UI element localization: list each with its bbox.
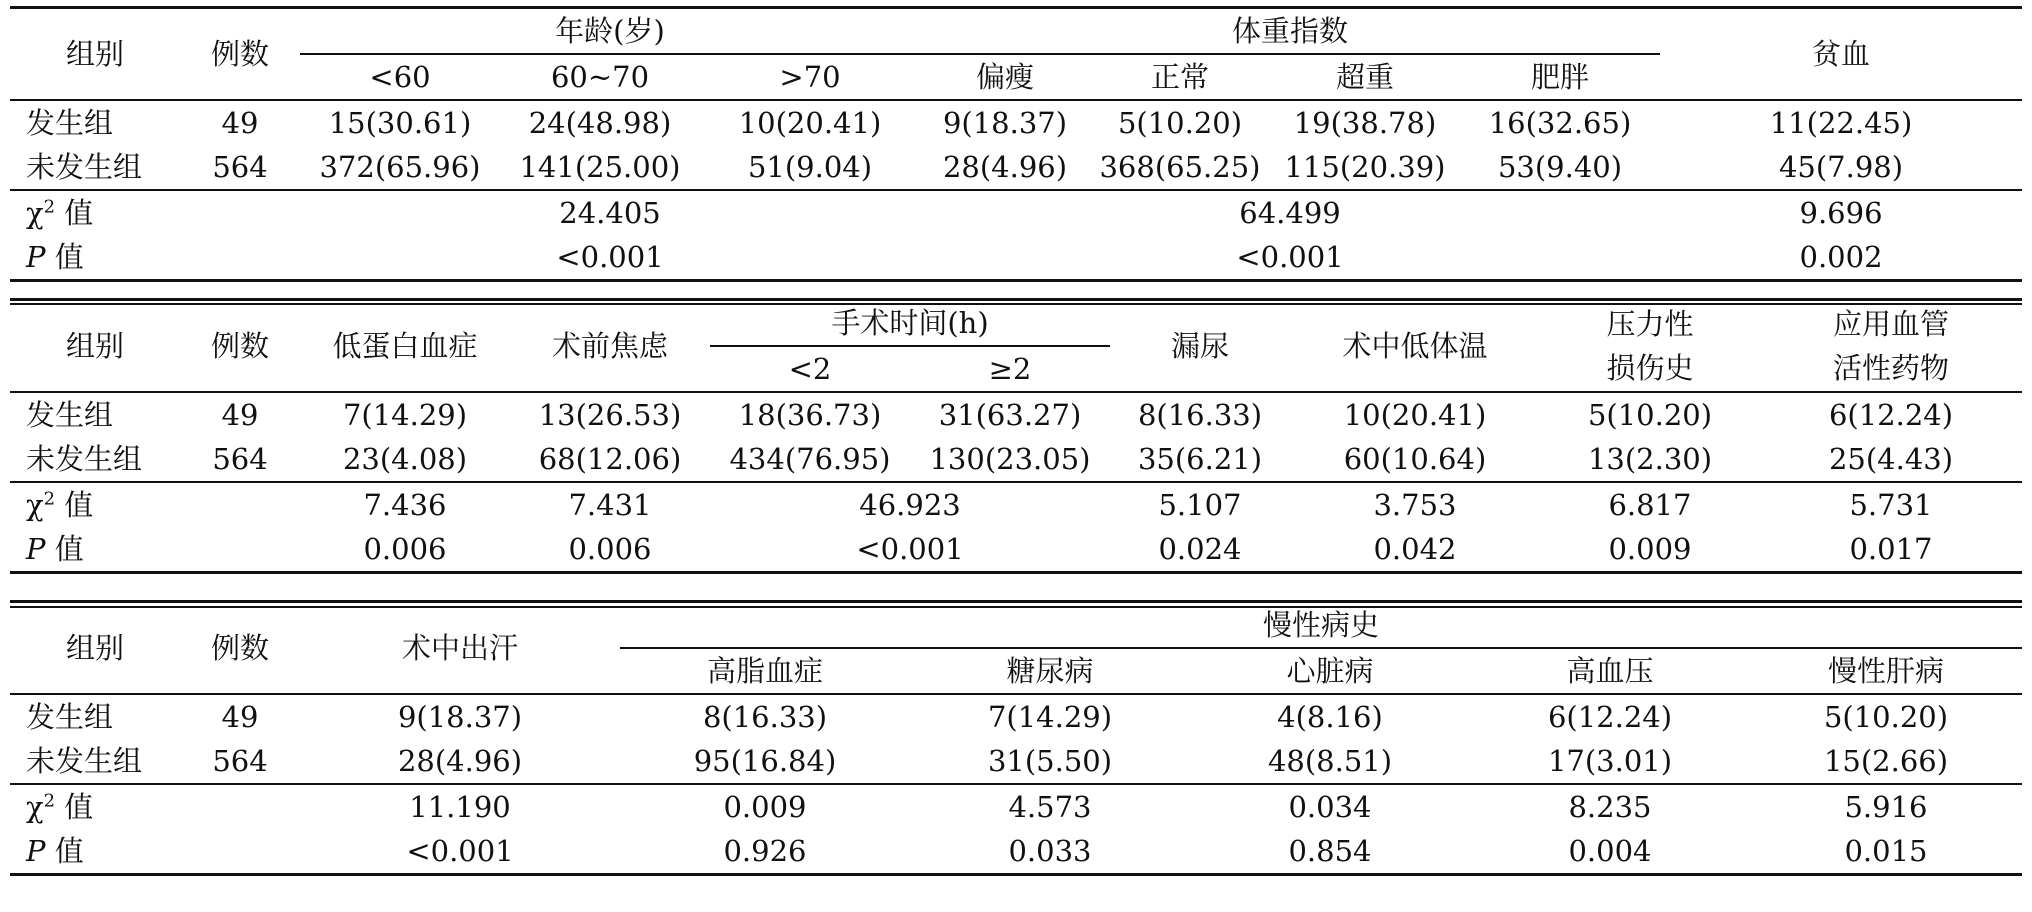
header-sweating: 术中出汗 — [300, 602, 620, 695]
p-value: 0.854 — [1190, 829, 1470, 875]
header-age-lt60: <60 — [369, 60, 431, 94]
cell: 13(26.53) — [510, 392, 710, 437]
cell: 68(12.06) — [538, 442, 682, 476]
row-label: 发生组 — [10, 392, 180, 437]
header-row-1 — [10, 8, 2022, 55]
cell: 8(16.33) — [1110, 392, 1290, 437]
header-group: 组别 — [10, 8, 180, 101]
p-label: P 值 — [10, 829, 180, 875]
cell: 19(38.78) — [1270, 100, 1460, 145]
header-age-60-70: 60~70 — [550, 60, 650, 94]
header-pressure-injury: 压力性 损伤史 — [1540, 300, 1760, 393]
cell: 31(63.27) — [910, 392, 1110, 437]
header-anemia: 贫血 — [1660, 8, 2022, 101]
chi-anemia: 9.696 — [1660, 190, 2022, 235]
row-label: 未发生组 — [26, 150, 143, 184]
table-row — [10, 739, 2022, 784]
p-row — [10, 235, 2022, 281]
header-bmi-thin: 偏瘦 — [975, 60, 1034, 94]
cell: 53(9.40) — [1497, 150, 1623, 184]
header-hypertension: 高血压 — [1566, 654, 1654, 688]
p-value: 0.015 — [1750, 829, 2022, 875]
cell: 31(5.50) — [987, 744, 1113, 778]
cell: 9(18.37) — [920, 100, 1090, 145]
chi-bmi: 64.499 — [920, 190, 1660, 235]
header-age-gt70: >70 — [779, 60, 841, 94]
chi-row — [10, 482, 2022, 527]
cell: 10(20.41) — [1290, 392, 1540, 437]
header-time-lt2: <2 — [788, 352, 832, 386]
row-label: 发生组 — [10, 694, 180, 739]
p-value: 0.004 — [1470, 829, 1750, 875]
p-anemia: 0.002 — [1660, 235, 2022, 281]
row-count: 564 — [212, 744, 268, 778]
header-liver-disease: 慢性肝病 — [1827, 654, 1944, 688]
row-count: 49 — [180, 694, 300, 739]
row-label: 发生组 — [10, 100, 180, 145]
p-value: 0.042 — [1290, 527, 1540, 573]
cell: 6(12.24) — [1760, 392, 2022, 437]
cell: 24(48.98) — [500, 100, 700, 145]
chi-row — [10, 784, 2022, 829]
cell: 8(16.33) — [620, 694, 910, 739]
p-value: 0.009 — [1540, 527, 1760, 573]
header-bmi-normal: 正常 — [1150, 60, 1209, 94]
header-row-1 — [10, 300, 2022, 347]
cell: 7(14.29) — [300, 392, 510, 437]
header-count: 例数 — [180, 300, 300, 393]
header-hyperlipidemia: 高脂血症 — [706, 654, 823, 688]
table-row — [10, 100, 2022, 145]
header-heart-disease: 心脏病 — [1286, 654, 1374, 688]
header-bmi: 体重指数 — [920, 8, 1660, 55]
cell: 10(20.41) — [700, 100, 920, 145]
header-vasoactive: 应用血管 活性药物 — [1760, 300, 2022, 393]
cell: 51(9.04) — [747, 150, 873, 184]
chi-value: 11.190 — [300, 784, 620, 829]
chi-value: 7.431 — [510, 482, 710, 527]
cell: 45(7.98) — [1778, 150, 1904, 184]
cell: 434(76.95) — [729, 442, 891, 476]
cell: 130(23.05) — [929, 442, 1091, 476]
header-time-ge2: ≥2 — [988, 352, 1032, 386]
chi-value: 6.817 — [1540, 482, 1760, 527]
row-count: 564 — [212, 442, 268, 476]
cell: 5(10.20) — [1540, 392, 1760, 437]
cell: 115(20.39) — [1284, 150, 1446, 184]
table-row — [10, 392, 2022, 437]
cell: 5(10.20) — [1750, 694, 2022, 739]
cell: 95(16.84) — [693, 744, 837, 778]
header-count: 例数 — [180, 602, 300, 695]
cell: 15(30.61) — [300, 100, 500, 145]
p-bmi: <0.001 — [920, 235, 1660, 281]
cell: 25(4.43) — [1828, 442, 1954, 476]
header-group: 组别 — [10, 300, 180, 393]
p-label: P 值 — [10, 527, 180, 573]
cell: 48(8.51) — [1267, 744, 1393, 778]
chi-value: 8.235 — [1470, 784, 1750, 829]
cell: 11(22.45) — [1660, 100, 2022, 145]
chi-age: 24.405 — [300, 190, 920, 235]
chi-row — [10, 190, 2022, 235]
chi-label: $\chi^2$ 值 — [10, 784, 180, 829]
chi-value: 5.107 — [1110, 482, 1290, 527]
p-value: 0.033 — [910, 829, 1190, 875]
cell: 9(18.37) — [300, 694, 620, 739]
p-value: <0.001 — [300, 829, 620, 875]
header-preop-anxiety: 术前焦虑 — [510, 300, 710, 393]
header-chronic-history: 慢性病史 — [620, 602, 2022, 649]
p-value: 0.006 — [300, 527, 510, 573]
cell: 16(32.65) — [1460, 100, 1660, 145]
header-group: 组别 — [10, 602, 180, 695]
cell: 18(36.73) — [710, 392, 910, 437]
cell: 141(25.00) — [519, 150, 681, 184]
table-row — [10, 145, 2022, 190]
cell: 35(6.21) — [1137, 442, 1263, 476]
p-label: P 值 — [10, 235, 180, 281]
cell: 28(4.96) — [942, 150, 1068, 184]
cell: 28(4.96) — [397, 744, 523, 778]
cell: 13(2.30) — [1587, 442, 1713, 476]
chi-value: 5.731 — [1760, 482, 2022, 527]
chi-value: 3.753 — [1290, 482, 1540, 527]
chi-value: 0.034 — [1190, 784, 1470, 829]
header-surgery-time: 手术时间(h) — [710, 300, 1110, 347]
cell: 60(10.64) — [1343, 442, 1487, 476]
p-age: <0.001 — [300, 235, 920, 281]
table-surgery-factors — [10, 298, 2022, 574]
header-leakage: 漏尿 — [1110, 300, 1290, 393]
p-row — [10, 829, 2022, 875]
header-age: 年龄(岁) — [300, 8, 920, 55]
row-count: 564 — [212, 150, 268, 184]
row-label: 未发生组 — [26, 744, 143, 778]
cell: 7(14.29) — [910, 694, 1190, 739]
table-chronic-disease — [10, 600, 2022, 876]
cell: 4(8.16) — [1190, 694, 1470, 739]
chi-value: 5.916 — [1750, 784, 2022, 829]
chi-value: 7.436 — [300, 482, 510, 527]
chi-value: 4.573 — [910, 784, 1190, 829]
cell: 368(65.25) — [1099, 150, 1261, 184]
p-value: 0.926 — [620, 829, 910, 875]
chi-value: 0.009 — [620, 784, 910, 829]
p-value: <0.001 — [710, 527, 1110, 573]
cell: 5(10.20) — [1090, 100, 1270, 145]
chi-value: 46.923 — [710, 482, 1110, 527]
header-diabetes: 糖尿病 — [1006, 654, 1094, 688]
table-row — [10, 694, 2022, 739]
row-count: 49 — [180, 100, 300, 145]
table-age-bmi-anemia — [10, 6, 2022, 282]
header-hypoalbuminemia: 低蛋白血症 — [300, 300, 510, 393]
cell: 6(12.24) — [1470, 694, 1750, 739]
cell: 372(65.96) — [319, 150, 481, 184]
header-hypothermia: 术中低体温 — [1290, 300, 1540, 393]
header-row-1 — [10, 602, 2022, 649]
header-bmi-obese: 肥胖 — [1531, 60, 1590, 94]
cell: 17(3.01) — [1547, 744, 1673, 778]
p-value: 0.006 — [510, 527, 710, 573]
row-count: 49 — [180, 392, 300, 437]
cell: 23(4.08) — [342, 442, 468, 476]
row-label: 未发生组 — [26, 442, 143, 476]
header-bmi-overweight: 超重 — [1335, 60, 1394, 94]
p-row — [10, 527, 2022, 573]
p-value: 0.017 — [1760, 527, 2022, 573]
chi-label: $\chi^2$ 值 — [10, 482, 180, 527]
chi-label: $\chi^2$ 值 — [10, 190, 180, 235]
header-count: 例数 — [180, 8, 300, 101]
cell: 15(2.66) — [1823, 744, 1949, 778]
table-row — [10, 437, 2022, 482]
p-value: 0.024 — [1110, 527, 1290, 573]
